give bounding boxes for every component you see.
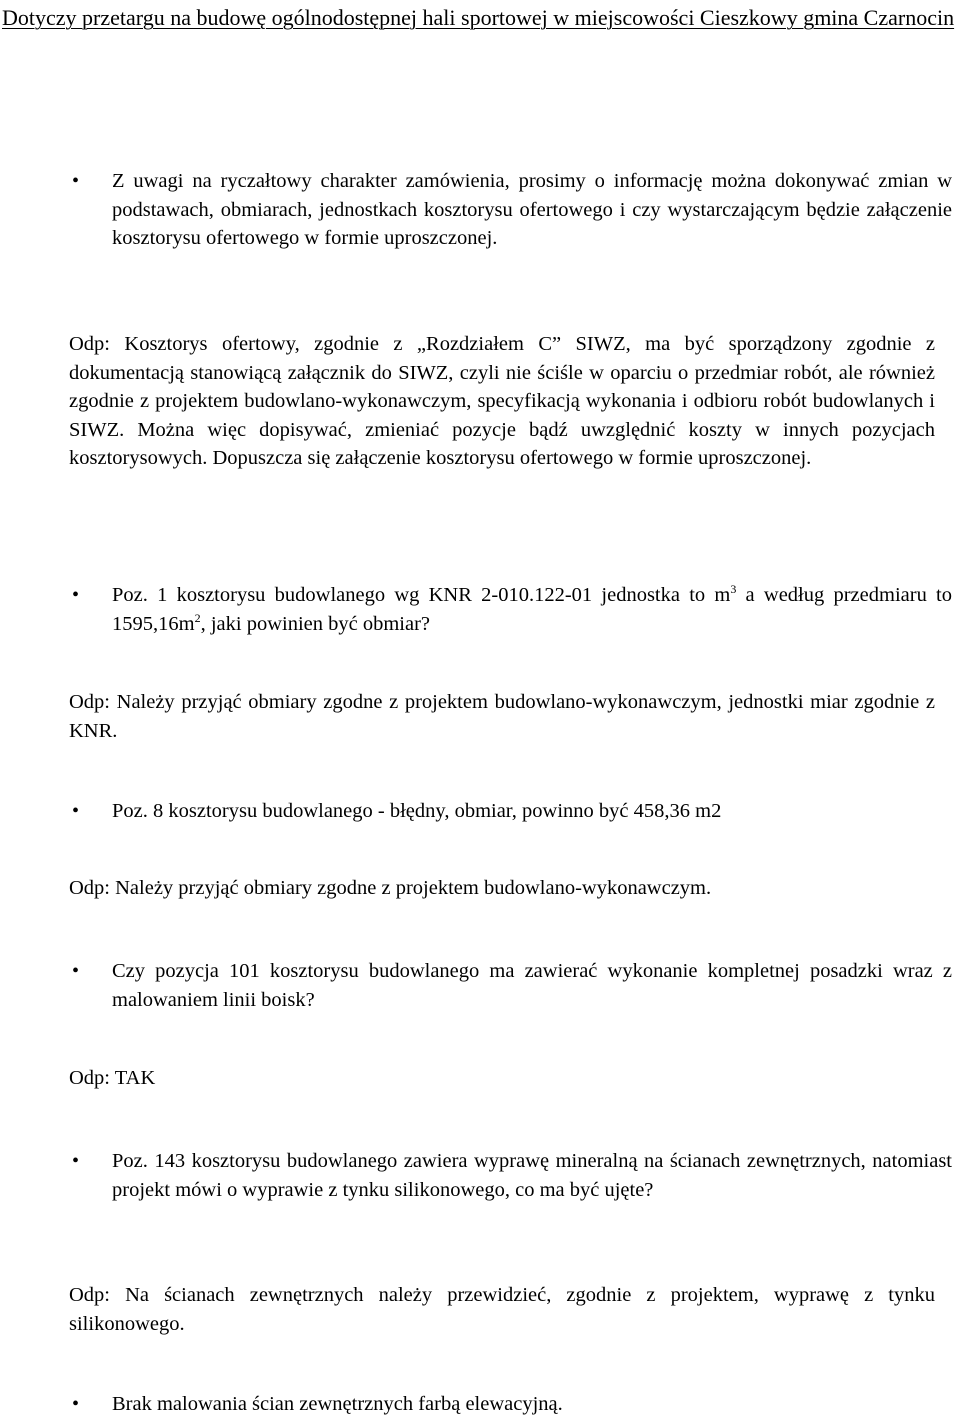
- bullet-icon: •: [72, 1393, 80, 1415]
- question-2-text-part1: Poz. 1 kosztorysu budowlanego wg KNR 2-010.122-01 jednostka to m: [112, 584, 731, 606]
- question-3: [72, 797, 952, 826]
- question-4: [72, 957, 952, 1014]
- question-4-text: Czy pozycja 101 kosztorysu budowlanego ma zawierać wykonanie kompletnej posadzki wraz z malowaniem linii boisk?: [112, 960, 952, 1011]
- question-5: [72, 1147, 952, 1204]
- question-2-text-part2: a według przedmiaru to 1595,16m: [112, 584, 952, 635]
- answer-3: Odp: Należy przyjąć obmiary zgodne z projektem budowlano-wykonawczym.: [69, 877, 712, 899]
- bullet-icon: •: [72, 584, 80, 606]
- question-1: [72, 167, 952, 253]
- document-title: Dotyczy przetargu na budowę ogólnodostępnej hali sportowej w miejscowości Cieszkowy gmina Czarnocin: [2, 5, 955, 30]
- question-6-text: Brak malowania ścian zewnętrznych farbą elewacyjną.: [112, 1393, 563, 1415]
- bullet-icon: •: [72, 960, 80, 982]
- answer-5: Odp: Na ścianach zewnętrznych należy przewidzieć, zgodnie z projektem, wyprawę z tynku silikonowego.: [69, 1284, 935, 1335]
- question-2-text-part3: , jaki powinien być obmiar?: [200, 612, 431, 635]
- question-2: [72, 581, 952, 638]
- answer-2: Odp: Należy przyjąć obmiary zgodne z projektem budowlano-wykonawczym, jednostki miar zgodnie z KNR.: [69, 691, 935, 742]
- answer-4: Odp: TAK: [69, 1067, 156, 1089]
- answer-1: Odp: Kosztorys ofertowy, zgodnie z „Rozdziałem C” SIWZ, ma być sporządzony zgodnie z dokumentacją stanowiącą załącznik do SIWZ, czyli nie ściśle w oparciu o przedmiar robót, ale również zgodnie z projektem budowlano-wykonawczym, specyfikacją wykonania i odbioru robót budowlanych i SIWZ. Można więc dopisywać, zmieniać pozycje bądź uwzględnić koszty w innych pozycjach kosztorysowych. Dopuszcza się załączenie kosztorysu ofertowego w formie uproszczonej.: [69, 333, 935, 469]
- bullet-icon: •: [72, 800, 80, 822]
- superscript-3: 3: [730, 582, 737, 596]
- question-1-text: Z uwagi na ryczałtowy charakter zamówienia, prosimy o informację można dokonywać zmian w podstawach, obmiarach, jednostkach kosztorysu ofertowego i czy wystarczającym będzie załączenie kosztorysu ofertowego w formie uproszczonej.: [112, 170, 952, 249]
- superscript-2: 2: [194, 610, 201, 625]
- question-5-text: Poz. 143 kosztorysu budowlanego zawiera wyprawę mineralną na ścianach zewnętrznych, natomiast projekt mówi o wyprawie z tynku silikonowego, co ma być ujęte?: [112, 1150, 952, 1201]
- bullet-icon: •: [72, 1150, 80, 1172]
- question-6: [72, 1390, 952, 1419]
- bullet-icon: •: [72, 170, 80, 192]
- question-3-text: Poz. 8 kosztorysu budowlanego - błędny, obmiar, powinno być 458,36 m2: [112, 800, 722, 822]
